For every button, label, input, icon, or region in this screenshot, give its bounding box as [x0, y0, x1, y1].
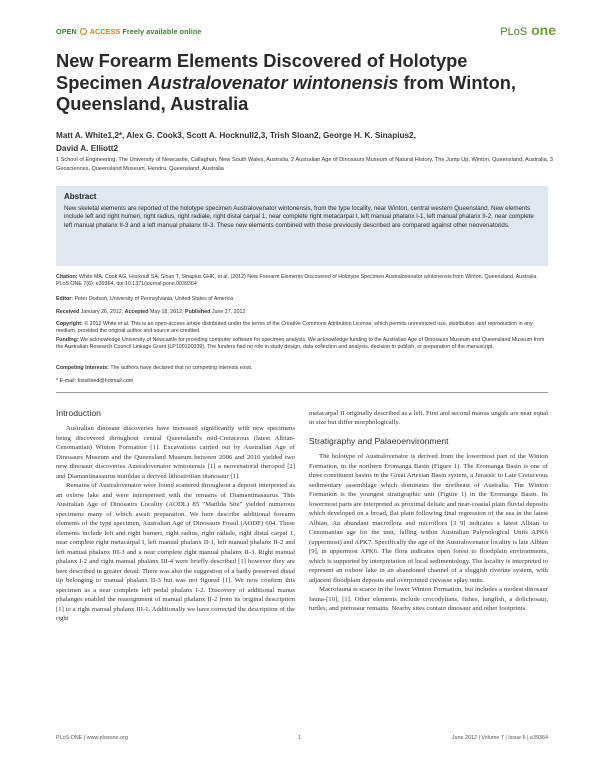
open-access-banner — [56, 27, 201, 36]
title-line-3: Queensland, Australia — [56, 93, 249, 114]
accepted-date: May 18, 2012; — [149, 309, 184, 315]
received-label: Received — [56, 309, 80, 315]
title-line-2 — [56, 72, 556, 94]
divider — [56, 392, 548, 393]
footer-issue: June 2012 | Volume 7 | Issue 6 | e39364 — [451, 735, 548, 741]
competing-interests — [56, 365, 548, 372]
author-line-1: Matt A. White1,2*, Alex G. Cook3, Scott A. Hocknull2,3, Trish Sloan2, George H. K. Sinapius2, — [56, 131, 416, 140]
published-date: June 27, 2012 — [211, 309, 246, 315]
logo-one: one — [531, 22, 556, 38]
abstract-heading: Abstract — [64, 192, 97, 201]
funding — [56, 337, 548, 352]
published-label: Published — [185, 309, 211, 315]
body-column-right — [309, 409, 548, 614]
copyright-text: © 2012 White et al. This is an open-access article distributed under the terms of the Creative Commons Attribution License, which permits unrestricted use, distribution, and reproduction in any medium, provided the original author and source are credited. — [56, 321, 533, 335]
paragraph: Remains of Australovenator were found scattered throughout a deposit interpreted as an oxbow lake and were interspersed with the remains of Diamantinasaurus. This Australian Age of Dinosaurs Locality (AODL) 85 "Matilda Site" yielded numerous specimens many of which await preparation. We here describe additional forearm elements of the type specimen, Australian Age of Dinosaurs Fossil (AODF) 604. These elements include left and right humeri, right radius, right radiale, right distal carpal 1, near complete right metacarpal I, left manual phalanx II-1, left manual phalanx II-2 and left manual phalanx III-3 and a near complete right manual phalanx II-3. Right manual phalanx I-2 and right manual phalanx III-4 were briefly described [1] however they are here described in greater detail. There was also the suggestion of a badly preserved distal tip belonging to manual phalanx II-3 but was not figured [1]. We now confirm this specimen as a near complete left pedal phalanx I-2. Discovery of additional manus phalanges enabled the reassignment of manual phalanx II-2 from its original description [1] to a right manual phalanx III-1. Additionally we have corrected the description of the right — [56, 482, 295, 623]
freely-available-text: Freely available online — [122, 27, 202, 36]
citation — [56, 274, 548, 289]
copyright-label: Copyright: — [56, 321, 83, 327]
funding-label: Funding: — [56, 337, 79, 343]
abstract-box — [56, 186, 548, 266]
competing-text: The authors have declared that no competing interests exist. — [110, 365, 253, 371]
access-label: ACCESS — [89, 27, 121, 36]
logo-plos: PLoS — [500, 26, 528, 38]
funding-text: We acknowledge University of Newcastle for providing computer software for specimen analysis. We acknowledge funding to the Australian Age of Dinosaurs Museum and Queensland Museum from the Australian Research Council Linkage Grant (LP100100339). The funders had no role in study design, data collection and analysis, decision to publish, or preparation of the manuscript. — [56, 337, 545, 351]
open-label: OPEN — [56, 27, 77, 36]
dates — [56, 309, 548, 316]
editor-text: Peter Dodson, University of Pennsylvania, United States of America — [74, 296, 234, 302]
journal-header — [0, 0, 600, 52]
citation-label: Citation: — [56, 274, 78, 280]
abstract-body: New skeletal elements are reported of the holotype specimen Australovenator wintonensis, from the type locality, near Winton, central western Queensland. New elements include left and right humeri, right radius, right radiale, right distal carpal 1, near complete right metacarpal I, left manual phalanx I-1, left manual phalanx II-2, near complete left manual phalanx II-3 and a left manual phalanx III-3. These new elements combined with those previously described are compared against other neovenatorids. — [64, 205, 534, 229]
paragraph: The holotype of Australovenator is derived from the lowermost part of the Winton Formation, in the northern Eromanga Basin (Figure 1). The Eromanga Basin is one of three constituent basins in the Great Artesian Basin system, a Jurassic to Late Cretaceous sedimentary assemblage which dominates the northeast of Australia. The Winton Formation is the youngest stratigraphic unit (Figure 1) in the Eromanga Basin. Its lowermost parts are interpreted as proximal deltaic and near-coastal plain fluvial deposits which developed on a broad, flat plain following final regression of the sea in the latest Albian. An abundant macroflora and microflora [3 9] indicates a latest Albian to Cenomanian age for the unit, falling within Australian Palynological Units APK6 (uppermost) and APK7. Specifically the age of the Australovenator locality is late Albian [9], in uppermost APK6. The flora indicates open forest to floodplain environments, which is supported by interpretation of local sedimentology. The locality is interpreted to represent an oxbow lake in an abandoned channel of a sluggish riverine system, with adjacent floodplain deposits and overprinted crevasse splay units. — [309, 453, 548, 584]
title-line-2-pre: Specimen — [56, 71, 148, 93]
plos-one-logo — [500, 22, 556, 38]
editor-label: Editor: — [56, 296, 74, 302]
body-column-left — [56, 409, 295, 624]
stratigraphy-heading: Stratigraphy and Palaeoenvironment — [309, 435, 449, 446]
title-line-1: New Forearm Elements Discovered of Holotype — [56, 50, 468, 71]
footer-journal: PLoS ONE | www.plosone.org — [56, 735, 128, 741]
paragraph: Australian dinosaur discoveries have increased significantly with new specimens being discovered throughout central Queensland's mid-Cretaceous (latest Albian-Cenomanian) Winton Formation [1]. Excavations carried out by Australian Age of Dinosaurs Museum and the Queensland Museum between 2006 and 2010 yielded two new dinosaur discoveries Australovenator wintonensis [1] a neovenatorid theropod [2] and Diamantinasaurus matildae a derived lithostrotian titanosaur [1]. — [56, 425, 295, 480]
author-list — [56, 129, 556, 155]
title-line-2-post: from Winton, — [398, 71, 516, 93]
copyright — [56, 321, 548, 336]
paragraph: Macrofauna is scarce in the lower Winton Formation, but includes a modest dinosaur fauna-[10], [1]. Other elements include crocodylians, fishes, lungfish, a dolichosaur, turtles, and pterosaur remains. Nearby sites contain dinosaur and other footprints. — [309, 586, 548, 613]
paragraph: metacarpal II originally described as a left. First and second manus ungals are near equal in size but differ morphologically. — [309, 410, 548, 427]
article-title — [56, 50, 556, 115]
open-lock-icon — [80, 28, 87, 35]
author-line-2: David A. Elliott2 — [56, 144, 119, 153]
introduction-heading: Introduction — [56, 408, 101, 418]
affiliations: 1 School of Engineering, The University of Newcastle, Callaghan, New South Wales, Australia, 2 Australian Age of Dinosaurs Museum of Natural History, The Jump Up, Winton, Queensland, Australia, 3 Geosciences, Queensland Museum, Hendra, Queensland, Australia — [56, 157, 553, 172]
citation-text: White MA, Cook AG, Hocknull SA, Sloan T, Sinapius GHK, et al. (2012) New Forearm Elements Discovered of Holotype Specimen Australovenator wintonensis from Winton, Queensland, Australia. PLoS ONE 7(6): e39364. doi:10.1371/journal.pone.0039364 — [56, 274, 538, 288]
received-date: January 26, 2012; — [80, 309, 124, 315]
page-number: 1 — [298, 735, 301, 741]
accepted-label: Accepted — [124, 309, 149, 315]
email: * E-mail: fossilised@hotmail.com — [56, 378, 134, 384]
editor — [56, 296, 548, 303]
species-name: Australovenator wintonensis — [147, 71, 399, 93]
competing-label: Competing Interests: — [56, 365, 109, 371]
